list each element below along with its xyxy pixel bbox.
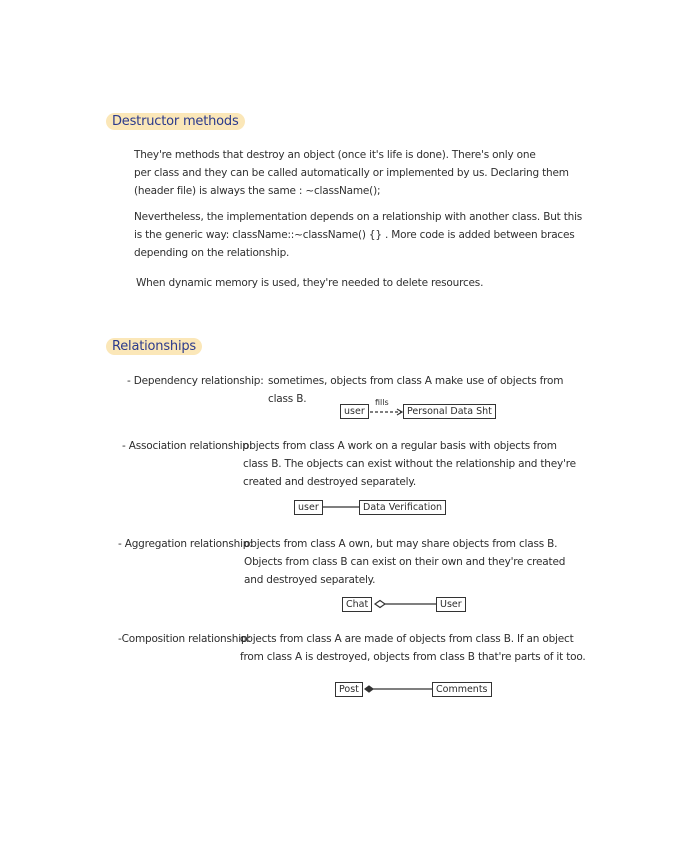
text-line: objects from class A are made of objects from class B. If an object bbox=[240, 633, 574, 645]
destructor-paragraph-3 bbox=[136, 274, 576, 292]
text-line: sometimes, objects from class A make use of objects from bbox=[268, 375, 564, 387]
composition-description bbox=[240, 630, 586, 666]
aggregation-connector bbox=[374, 596, 438, 612]
uml-class-post: Post bbox=[335, 682, 363, 697]
uml-class-user: user bbox=[294, 500, 323, 515]
text-line: is the generic way: className::~className() {} . More code is added between braces bbox=[134, 229, 575, 241]
uml-class-chat: Chat bbox=[342, 597, 372, 612]
uml-class-user: User bbox=[436, 597, 466, 612]
dependency-description bbox=[268, 372, 563, 408]
dependency-label: - Dependency relationship: bbox=[127, 375, 264, 387]
text-line: class B. bbox=[268, 393, 307, 405]
association-line bbox=[323, 499, 363, 515]
composition-label: -Composition relationship: bbox=[118, 633, 251, 645]
text-line: and destroyed separately. bbox=[244, 574, 376, 586]
text-line: Objects from class B can exist on their own and they're created bbox=[244, 556, 566, 568]
destructor-paragraph-2 bbox=[134, 208, 583, 262]
composition-connector bbox=[364, 681, 436, 697]
uml-class-user: user bbox=[340, 404, 369, 419]
text-line: from class A is destroyed, objects from class B that're parts of it too. bbox=[240, 651, 586, 663]
heading-destructor-methods: Destructor methods bbox=[106, 113, 245, 130]
association-description bbox=[243, 437, 576, 491]
text-line: created and destroyed separately. bbox=[243, 476, 417, 488]
association-label: - Association relationship: bbox=[122, 440, 253, 452]
text-line: per class and they can be called automatically or implemented by us. Declaring them bbox=[134, 167, 569, 179]
text-line: They're methods that destroy an object (once it's life is done). There's only one bbox=[134, 149, 536, 161]
text-line: class B. The objects can exist without the relationship and they're bbox=[243, 458, 576, 470]
text-line: Nevertheless, the implementation depends on a relationship with another class. But this bbox=[134, 211, 583, 223]
uml-class-data-verification: Data Verification bbox=[359, 500, 446, 515]
uml-class-comments: Comments bbox=[432, 682, 492, 697]
text-line: objects from class A own, but may share objects from class B. bbox=[244, 538, 558, 550]
text-line: depending on the relationship. bbox=[134, 247, 290, 259]
text-line: When dynamic memory is used, they're needed to delete resources. bbox=[136, 277, 484, 289]
text-line: objects from class A work on a regular basis with objects from bbox=[243, 440, 557, 452]
aggregation-label: - Aggregation relationship: bbox=[118, 538, 253, 550]
heading-relationships: Relationships bbox=[106, 338, 202, 355]
text-line: (header file) is always the same : ~className(); bbox=[134, 185, 381, 197]
aggregation-description bbox=[244, 535, 565, 589]
destructor-paragraph-1 bbox=[134, 146, 574, 200]
uml-class-personal-data-sheet: Personal Data Sht bbox=[403, 404, 496, 419]
dependency-edge-label: fills bbox=[375, 398, 389, 407]
